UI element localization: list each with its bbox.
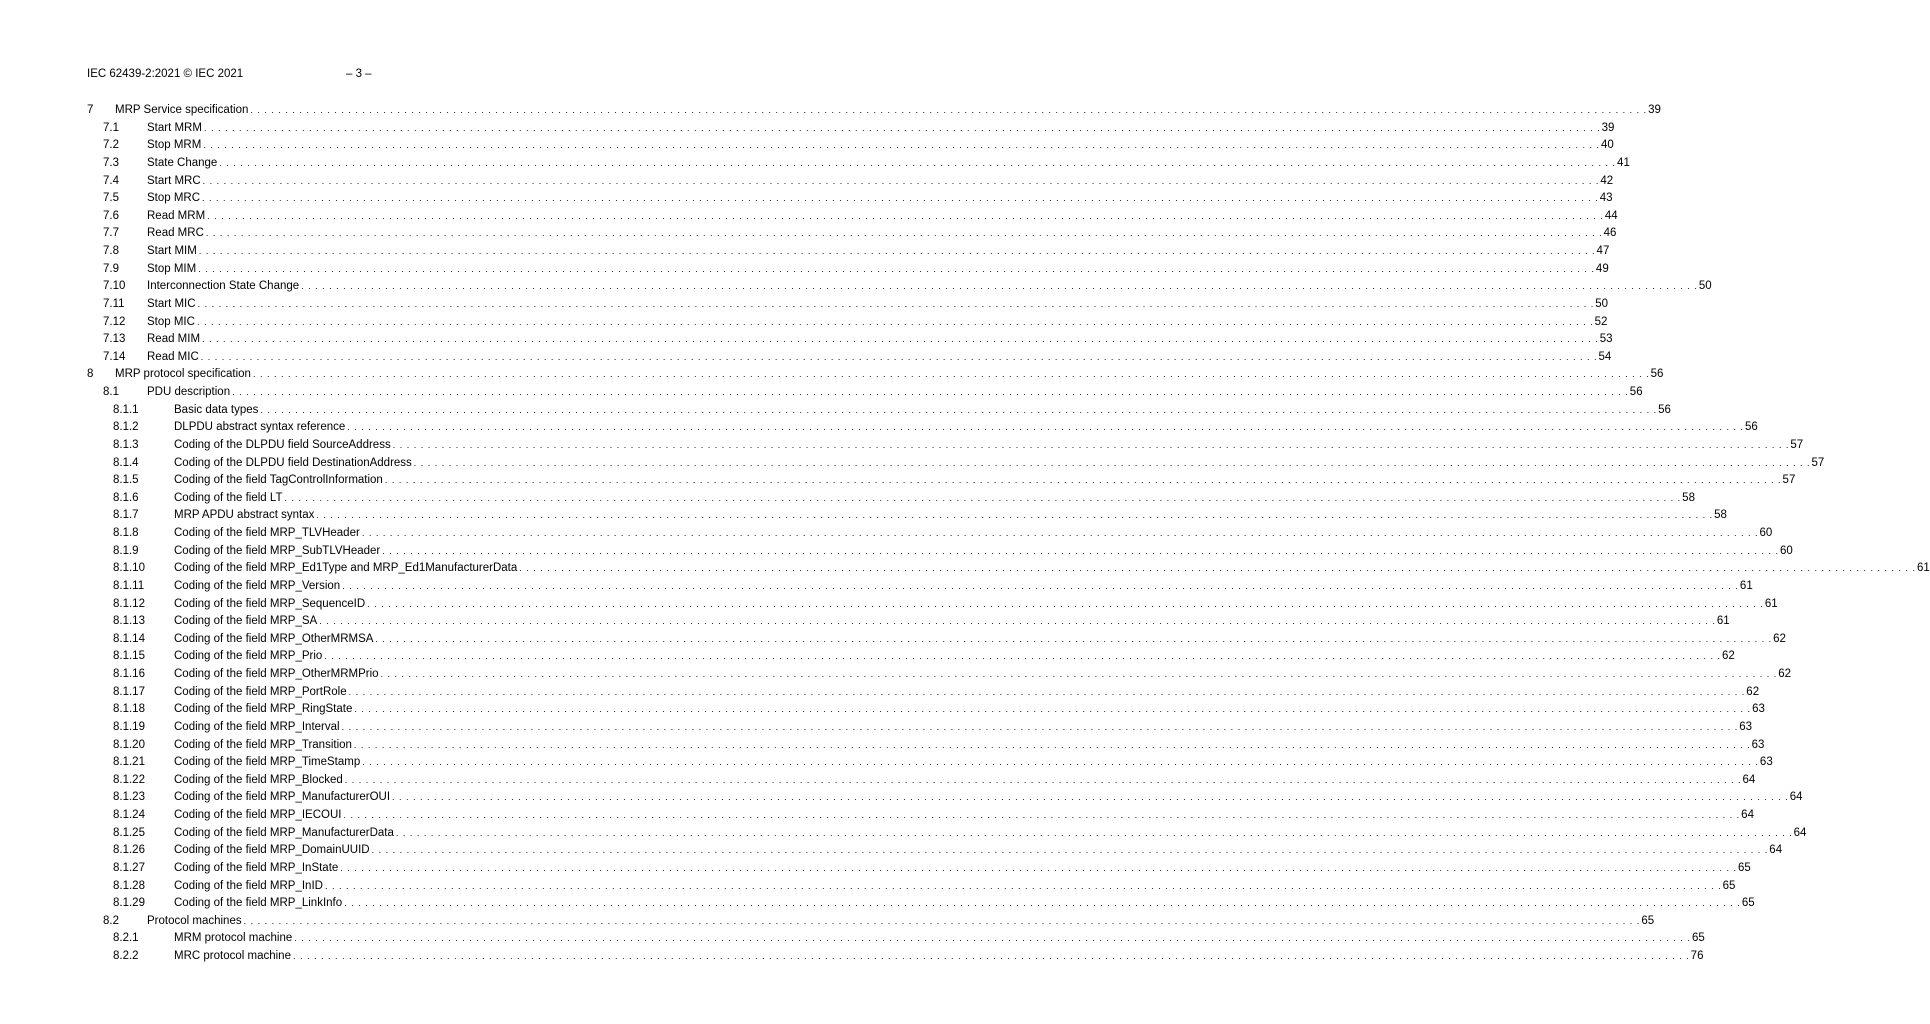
toc-entry[interactable] [87, 314, 1608, 332]
toc-entry-number: 7.6 [103, 209, 119, 222]
dot-leader: . . . . . . . . . . . . . . . . . . . . . . . . . . . . . . . . . . . . . . . . . . . . . . . . . . . . . . . . . . . . . . . . . . . . . . . . . . . . . . . . . . . . . . . . . . . . . . . . . . . . . . . . . . . . . . . . . . . . . . . . . . . . . . . . . . . . . . . . . . . . . . . . . . . . . . . . . . . . . . . . . . . . . . . . . . . . . . . . . . . . . . . . . . . . . . . . . . . . . . . . [301, 281, 1698, 292]
toc-entry[interactable] [87, 666, 1792, 684]
toc-entry-title: Interconnection State Change [147, 278, 301, 296]
toc-entry-number: 8.1.3 [113, 438, 139, 451]
toc-entry-page: 65 [1640, 913, 1654, 931]
dot-leader: . . . . . . . . . . . . . . . . . . . . . . . . . . . . . . . . . . . . . . . . . . . . . . . . . . . . . . . . . . . . . . . . . . . . . . . . . . . . . . . . . . . . . . . . . . . . . . . . . . . . . . . . . . . . . . . . . . . . . . . . . . . . . . . . . . . . . . . . . . . . . . . . . . . . . . . . . . . . . . . . . . . . . . . . . . . . . . . . . . . . . . . . . . . . . . . . . . . . . . . . [340, 862, 1737, 873]
toc-entry-body [174, 543, 1793, 561]
toc-entry-number: 8.1.18 [113, 703, 145, 716]
toc-entry-page: 42 [1599, 173, 1613, 191]
toc-entry-page: 46 [1603, 225, 1617, 243]
toc-entry-page: 49 [1595, 261, 1609, 279]
toc-entry[interactable] [87, 525, 1773, 543]
toc-entry-page: 63 [1759, 754, 1773, 772]
toc-entry-number: 8.1.8 [113, 527, 139, 539]
dot-leader: . . . . . . . . . . . . . . . . . . . . . . . . . . . . . . . . . . . . . . . . . . . . . . . . . . . . . . . . . . . . . . . . . . . . . . . . . . . . . . . . . . . . . . . . . . . . . . . . . . . . . . . . . . . . . . . . . . . . . . . . . . . . . . . . . . . . . . . . . . . . . . . . . . . . . . . . . . . . . . . . . . . . . . . . . . . . . . . . . . . . . . . . . . . . . . . . . . . . . . . . [392, 439, 1790, 450]
dot-leader: . . . . . . . . . . . . . . . . . . . . . . . . . . . . . . . . . . . . . . . . . . . . . . . . . . . . . . . . . . . . . . . . . . . . . . . . . . . . . . . . . . . . . . . . . . . . . . . . . . . . . . . . . . . . . . . . . . . . . . . . . . . . . . . . . . . . . . . . . . . . . . . . . . . . . . . . . . . . . . . . . . . . . . . . . . . . . . . . . . . . . . . . . . . . . . . . . . . . . . . . [196, 316, 1594, 327]
toc-entry-title: Coding of the field MRP_ManufacturerOUI [174, 789, 392, 807]
toc-entry-page: 52 [1594, 314, 1608, 332]
toc-entry-body [147, 173, 1614, 191]
dot-leader: . . . . . . . . . . . . . . . . . . . . . . . . . . . . . . . . . . . . . . . . . . . . . . . . . . . . . . . . . . . . . . . . . . . . . . . . . . . . . . . . . . . . . . . . . . . . . . . . . . . . . . . . . . . . . . . . . . . . . . . . . . . . . . . . . . . . . . . . . . . . . . . . . . . . . . . . . . . . . . . . . . . . . . . . . . . . . . . . . . . . . . . . . . . . . . . . . . . . . . . . [342, 580, 1739, 591]
toc-entry-page: 54 [1597, 349, 1611, 367]
dot-leader: . . . . . . . . . . . . . . . . . . . . . . . . . . . . . . . . . . . . . . . . . . . . . . . . . . . . . . . . . . . . . . . . . . . . . . . . . . . . . . . . . . . . . . . . . . . . . . . . . . . . . . . . . . . . . . . . . . . . . . . . . . . . . . . . . . . . . . . . . . . . . . . . . . . . . . . . . . . . . . . . . . . . . . . . . . . . . . . . . . . . . . . . . . . . . . . . . . . . . . . . [384, 475, 1782, 486]
dot-leader: . . . . . . . . . . . . . . . . . . . . . . . . . . . . . . . . . . . . . . . . . . . . . . . . . . . . . . . . . . . . . . . . . . . . . . . . . . . . . . . . . . . . . . . . . . . . . . . . . . . . . . . . . . . . . . . . . . . . . . . . . . . . . . . . . . . . . . . . . . . . . . . . . . . . . . . . . . . . . . . . . . . . . . . . . . . . . . . . . . . . . . . . . . . . . . . . . . . . . . . . [243, 915, 1641, 926]
toc-entry-title: Coding of the field MRP_RingState [174, 701, 354, 719]
toc-entry-number: 8.1.21 [113, 756, 145, 769]
dot-leader: . . . . . . . . . . . . . . . . . . . . . . . . . . . . . . . . . . . . . . . . . . . . . . . . . . . . . . . . . . . . . . . . . . . . . . . . . . . . . . . . . . . . . . . . . . . . . . . . . . . . . . . . . . . . . . . . . . . . . . . . . . . . . . . . . . . . . . . . . . . . . . . . . . . . . . . . . . . . . . . . . . . . . . . . . . . . . . . . . . . . . . . . . . . . . . . . . . . . . . . . [197, 298, 1595, 309]
toc-entry-page: 41 [1616, 155, 1630, 173]
toc-entry[interactable] [87, 613, 1730, 631]
toc-entry-title: Coding of the field MRP_OtherMRMSA [174, 631, 375, 649]
toc-entry-page: 62 [1721, 648, 1735, 666]
toc-entry-page: 57 [1789, 437, 1803, 455]
toc-entry-title: Coding of the field MRP_Version [174, 578, 342, 596]
table-of-contents [87, 102, 1930, 966]
toc-entry[interactable] [87, 384, 1643, 402]
toc-entry-title: PDU description [147, 384, 232, 402]
toc-entry-page: 65 [1691, 930, 1705, 948]
toc-entry-page: 65 [1741, 895, 1755, 913]
dot-leader: . . . . . . . . . . . . . . . . . . . . . . . . . . . . . . . . . . . . . . . . . . . . . . . . . . . . . . . . . . . . . . . . . . . . . . . . . . . . . . . . . . . . . . . . . . . . . . . . . . . . . . . . . . . . . . . . . . . . . . . . . . . . . . . . . . . . . . . . . . . . . . . . . . . . . . . . . . . . . . . . . . . . . . . . . . . . . . . . . . . . . . . . . . . . . . . . . . . . . . . . [343, 810, 1741, 820]
toc-entry[interactable] [87, 948, 1704, 966]
toc-entry-body [147, 349, 1612, 367]
toc-entry-page: 63 [1738, 719, 1752, 737]
toc-entry-number: 8.1.24 [113, 809, 145, 821]
toc-entry[interactable] [87, 120, 1615, 138]
toc-entry-page: 64 [1793, 825, 1807, 843]
toc-entry-number: 8.1.1 [113, 403, 139, 416]
toc-entry-body [174, 560, 1930, 578]
toc-entry[interactable] [87, 261, 1609, 279]
toc-entry[interactable] [87, 842, 1783, 860]
toc-entry[interactable] [87, 419, 1758, 437]
toc-entry[interactable] [87, 578, 1753, 596]
document-reference: IEC 62439-2:2021 © IEC 2021 [87, 68, 244, 80]
toc-entry[interactable] [87, 825, 1807, 843]
toc-entry[interactable] [87, 155, 1630, 173]
toc-entry-title: MRP Service specification [115, 102, 250, 120]
toc-entry-body [174, 402, 1671, 420]
toc-entry-title: Stop MIM [147, 261, 198, 279]
toc-entry-title: Coding of the field TagControlInformation [174, 472, 385, 490]
toc-entry-body [147, 225, 1617, 243]
dot-leader: . . . . . . . . . . . . . . . . . . . . . . . . . . . . . . . . . . . . . . . . . . . . . . . . . . . . . . . . . . . . . . . . . . . . . . . . . . . . . . . . . . . . . . . . . . . . . . . . . . . . . . . . . . . . . . . . . . . . . . . . . . . . . . . . . . . . . . . . . . . . . . . . . . . . . . . . . . . . . . . . . . . . . . . . . . . . . . . . . . . . . . . . . . . . . . . . . . . . . . . . [250, 105, 1648, 115]
toc-entry-title: Stop MIC [147, 314, 197, 332]
toc-entry-number: 7.4 [103, 174, 119, 187]
toc-entry-page: 56 [1650, 366, 1664, 384]
toc-entry[interactable] [87, 173, 1614, 191]
dot-leader: . . . . . . . . . . . . . . . . . . . . . . . . . . . . . . . . . . . . . . . . . . . . . . . . . . . . . . . . . . . . . . . . . . . . . . . . . . . . . . . . . . . . . . . . . . . . . . . . . . . . . . . . . . . . . . . . . . . . . . . . . . . . . . . . . . . . . . . . . . . . . . . . . . . . . . . . . . . . . . . . . . . . . . . . . . . . . . . . . . . . . . . . . . . . . . . . . . . . . . . . [294, 933, 1691, 944]
toc-entry-number: 8.1.15 [113, 650, 145, 663]
dot-leader: . . . . . . . . . . . . . . . . . . . . . . . . . . . . . . . . . . . . . . . . . . . . . . . . . . . . . . . . . . . . . . . . . . . . . . . . . . . . . . . . . . . . . . . . . . . . . . . . . . . . . . . . . . . . . . . . . . . . . . . . . . . . . . . . . . . . . . . . . . . . . . . . . . . . . . . . . . . . . . . . . . . . . . . . . . . . . . . . . . . . . . . . . . . . . . . . . . . . . . . . [198, 246, 1596, 256]
toc-entry-body [174, 596, 1778, 614]
toc-entry-number: 7.9 [103, 262, 119, 275]
toc-entry-body [174, 789, 1803, 807]
toc-entry[interactable] [87, 560, 1930, 578]
toc-entry-body [174, 930, 1705, 948]
toc-entry-title: Coding of the field MRP_ManufacturerData [174, 825, 396, 843]
toc-entry-number: 8.1 [103, 386, 119, 398]
dot-leader: . . . . . . . . . . . . . . . . . . . . . . . . . . . . . . . . . . . . . . . . . . . . . . . . . . . . . . . . . . . . . . . . . . . . . . . . . . . . . . . . . . . . . . . . . . . . . . . . . . . . . . . . . . . . . . . . . . . . . . . . . . . . . . . . . . . . . . . . . . . . . . . . . . . . . . . . . . . . . . . . . . . . . . . . . . . . . . . . . . . . . . . . . . . . . . . . . . . . . . . . [353, 739, 1751, 750]
dot-leader: . . . . . . . . . . . . . . . . . . . . . . . . . . . . . . . . . . . . . . . . . . . . . . . . . . . . . . . . . . . . . . . . . . . . . . . . . . . . . . . . . . . . . . . . . . . . . . . . . . . . . . . . . . . . . . . . . . . . . . . . . . . . . . . . . . . . . . . . . . . . . . . . . . . . . . . . . . . . . . . . . . . . . . . . . . . . . . . . . . . . . . . . . . . . . . . . . . . . . . . . [371, 845, 1769, 856]
toc-entry-title: Coding of the field MRP_DomainUUID [174, 842, 372, 860]
toc-entry-page: 56 [1657, 402, 1671, 420]
toc-entry-body [147, 314, 1608, 332]
toc-entry-number: 7.8 [103, 245, 119, 257]
toc-entry-body [147, 243, 1610, 261]
toc-entry-body [174, 895, 1755, 913]
toc-entry[interactable] [87, 648, 1735, 666]
toc-entry-number: 8.1.10 [113, 562, 145, 575]
toc-entry-title: Coding of the field MRP_Ed1Type and MRP_Ed1ManufacturerData [174, 560, 519, 578]
toc-entry-body [174, 419, 1758, 437]
toc-entry-body [174, 455, 1825, 473]
toc-entry[interactable] [87, 472, 1796, 490]
dot-leader: . . . . . . . . . . . . . . . . . . . . . . . . . . . . . . . . . . . . . . . . . . . . . . . . . . . . . . . . . . . . . . . . . . . . . . . . . . . . . . . . . . . . . . . . . . . . . . . . . . . . . . . . . . . . . . . . . . . . . . . . . . . . . . . . . . . . . . . . . . . . . . . . . . . . . . . . . . . . . . . . . . . . . . . . . . . . . . . . . . . . . . . . . . . . . . . . . . . . . . . . [232, 387, 1629, 397]
toc-entry-page: 63 [1751, 701, 1765, 719]
toc-entry-page: 76 [1690, 948, 1704, 966]
toc-entry-title: Coding of the field MRP_Transition [174, 737, 354, 755]
dot-leader: . . . . . . . . . . . . . . . . . . . . . . . . . . . . . . . . . . . . . . . . . . . . . . . . . . . . . . . . . . . . . . . . . . . . . . . . . . . . . . . . . . . . . . . . . . . . . . . . . . . . . . . . . . . . . . . . . . . . . . . . . . . . . . . . . . . . . . . . . . . . . . . . . . . . . . . . . . . . . . . . . . . . . . . . . . . . . . . . . . . . . . . . . . . . . . . . . . . . . . . . [413, 457, 1811, 468]
dot-leader: . . . . . . . . . . . . . . . . . . . . . . . . . . . . . . . . . . . . . . . . . . . . . . . . . . . . . . . . . . . . . . . . . . . . . . . . . . . . . . . . . . . . . . . . . . . . . . . . . . . . . . . . . . . . . . . . . . . . . . . . . . . . . . . . . . . . . . . . . . . . . . . . . . . . . . . . . . . . . . . . . . . . . . . . . . . . . . . . . . . . . . . . . . . . . . . . . . . . . . . . [361, 528, 1759, 538]
toc-entry-title: Coding of the field MRP_InState [174, 860, 340, 878]
toc-entry-title: DLPDU abstract syntax reference [174, 419, 347, 437]
toc-entry[interactable] [87, 878, 1736, 896]
toc-entry-body [174, 490, 1695, 508]
dot-leader: . . . . . . . . . . . . . . . . . . . . . . . . . . . . . . . . . . . . . . . . . . . . . . . . . . . . . . . . . . . . . . . . . . . . . . . . . . . . . . . . . . . . . . . . . . . . . . . . . . . . . . . . . . . . . . . . . . . . . . . . . . . . . . . . . . . . . . . . . . . . . . . . . . . . . . . . . . . . . . . . . . . . . . . . . . . . . . . . . . . . . . . . . . . . . . . . . . . . . . . . [344, 774, 1742, 785]
toc-entry-body [147, 331, 1613, 349]
toc-entry-title: Read MIC [147, 349, 201, 367]
toc-entry-title: MRC protocol machine [174, 948, 293, 966]
toc-entry-title: MRM protocol machine [174, 930, 294, 948]
toc-entry-number: 8.1.16 [113, 668, 145, 680]
dot-leader: . . . . . . . . . . . . . . . . . . . . . . . . . . . . . . . . . . . . . . . . . . . . . . . . . . . . . . . . . . . . . . . . . . . . . . . . . . . . . . . . . . . . . . . . . . . . . . . . . . . . . . . . . . . . . . . . . . . . . . . . . . . . . . . . . . . . . . . . . . . . . . . . . . . . . . . . . . . . . . . . . . . . . . . . . . . . . . . . . . . . . . . . . . . . . . . . . . . . . . . . [395, 827, 1793, 838]
toc-entry-page: 57 [1782, 472, 1796, 490]
toc-entry-number: 8.1.14 [113, 632, 145, 645]
dot-leader: . . . . . . . . . . . . . . . . . . . . . . . . . . . . . . . . . . . . . . . . . . . . . . . . . . . . . . . . . . . . . . . . . . . . . . . . . . . . . . . . . . . . . . . . . . . . . . . . . . . . . . . . . . . . . . . . . . . . . . . . . . . . . . . . . . . . . . . . . . . . . . . . . . . . . . . . . . . . . . . . . . . . . . . . . . . . . . . . . . . . . . . . . . . . . . . . . . . . . . . . [319, 616, 1716, 627]
toc-entry-body [174, 860, 1751, 878]
toc-entry[interactable] [87, 455, 1825, 473]
toc-entry-title: Start MIM [147, 243, 199, 261]
dot-leader: . . . . . . . . . . . . . . . . . . . . . . . . . . . . . . . . . . . . . . . . . . . . . . . . . . . . . . . . . . . . . . . . . . . . . . . . . . . . . . . . . . . . . . . . . . . . . . . . . . . . . . . . . . . . . . . . . . . . . . . . . . . . . . . . . . . . . . . . . . . . . . . . . . . . . . . . . . . . . . . . . . . . . . . . . . . . . . . . . . . . . . . . . . . . . . . . . . . . . . . . [292, 951, 1690, 961]
toc-entry-body [147, 278, 1712, 296]
dot-leader: . . . . . . . . . . . . . . . . . . . . . . . . . . . . . . . . . . . . . . . . . . . . . . . . . . . . . . . . . . . . . . . . . . . . . . . . . . . . . . . . . . . . . . . . . . . . . . . . . . . . . . . . . . . . . . . . . . . . . . . . . . . . . . . . . . . . . . . . . . . . . . . . . . . . . . . . . . . . . . . . . . . . . . . . . . . . . . . . . . . . . . . . . . . . . . . . . . . . . . . . [207, 210, 1604, 221]
toc-entry-title: Start MRC [147, 173, 203, 191]
toc-entry-title: Read MRC [147, 225, 206, 243]
dot-leader: . . . . . . . . . . . . . . . . . . . . . . . . . . . . . . . . . . . . . . . . . . . . . . . . . . . . . . . . . . . . . . . . . . . . . . . . . . . . . . . . . . . . . . . . . . . . . . . . . . . . . . . . . . . . . . . . . . . . . . . . . . . . . . . . . . . . . . . . . . . . . . . . . . . . . . . . . . . . . . . . . . . . . . . . . . . . . . . . . . . . . . . . . . . . . . . . . . . . . . . . [260, 404, 1658, 415]
toc-entry[interactable] [87, 402, 1671, 420]
toc-entry-page: 57 [1811, 455, 1825, 473]
dot-leader: . . . . . . . . . . . . . . . . . . . . . . . . . . . . . . . . . . . . . . . . . . . . . . . . . . . . . . . . . . . . . . . . . . . . . . . . . . . . . . . . . . . . . . . . . . . . . . . . . . . . . . . . . . . . . . . . . . . . . . . . . . . . . . . . . . . . . . . . . . . . . . . . . . . . . . . . . . . . . . . . . . . . . . . . . . . . . . . . . . . . . . . . . . . . . . . . . . . . . . . . [324, 880, 1722, 891]
toc-entry-number: 7.14 [103, 350, 126, 363]
toc-entry-number: 7 [87, 104, 94, 116]
toc-entry-body [147, 384, 1643, 402]
toc-entry-page: 40 [1600, 137, 1614, 155]
dot-leader: . . . . . . . . . . . . . . . . . . . . . . . . . . . . . . . . . . . . . . . . . . . . . . . . . . . . . . . . . . . . . . . . . . . . . . . . . . . . . . . . . . . . . . . . . . . . . . . . . . . . . . . . . . . . . . . . . . . . . . . . . . . . . . . . . . . . . . . . . . . . . . . . . . . . . . . . . . . . . . . . . . . . . . . . . . . . . . . . . . . . . . . . . . . . . . . . . . . . . . . . [203, 122, 1601, 133]
toc-entry-page: 64 [1741, 772, 1755, 790]
toc-entry[interactable] [87, 331, 1613, 349]
toc-entry[interactable] [87, 789, 1803, 807]
toc-entry-body [174, 948, 1704, 966]
toc-entry-body [147, 913, 1655, 931]
toc-entry-title: Start MRM [147, 120, 204, 138]
toc-entry-body [147, 137, 1614, 155]
toc-entry[interactable] [87, 543, 1793, 561]
dot-leader: . . . . . . . . . . . . . . . . . . . . . . . . . . . . . . . . . . . . . . . . . . . . . . . . . . . . . . . . . . . . . . . . . . . . . . . . . . . . . . . . . . . . . . . . . . . . . . . . . . . . . . . . . . . . . . . . . . . . . . . . . . . . . . . . . . . . . . . . . . . . . . . . . . . . . . . . . . . . . . . . . . . . . . . . . . . . . . . . . . . . . . . . . . . . . . . . . . . . . . . . [200, 351, 1598, 362]
toc-entry-page: 62 [1777, 666, 1791, 684]
toc-entry-page: 61 [1764, 596, 1778, 614]
page-number: – 3 – [346, 68, 372, 80]
toc-entry-page: 62 [1745, 684, 1759, 702]
toc-entry-body [174, 684, 1760, 702]
toc-entry-number: 8.1.13 [113, 615, 145, 628]
toc-entry[interactable] [87, 296, 1609, 314]
toc-entry-body [174, 878, 1736, 896]
toc-entry-body [115, 102, 1661, 120]
toc-entry-page: 62 [1772, 631, 1786, 649]
dot-leader: . . . . . . . . . . . . . . . . . . . . . . . . . . . . . . . . . . . . . . . . . . . . . . . . . . . . . . . . . . . . . . . . . . . . . . . . . . . . . . . . . . . . . . . . . . . . . . . . . . . . . . . . . . . . . . . . . . . . . . . . . . . . . . . . . . . . . . . . . . . . . . . . . . . . . . . . . . . . . . . . . . . . . . . . . . . . . . . . . . . . . . . . . . . . . . . . . . . . . . . . [202, 193, 1599, 204]
toc-entry-number: 8 [87, 368, 94, 381]
toc-entry-body [174, 437, 1804, 455]
toc-entry[interactable] [87, 930, 1705, 948]
toc-entry-number: 7.1 [103, 121, 119, 134]
dot-leader: . . . . . . . . . . . . . . . . . . . . . . . . . . . . . . . . . . . . . . . . . . . . . . . . . . . . . . . . . . . . . . . . . . . . . . . . . . . . . . . . . . . . . . . . . . . . . . . . . . . . . . . . . . . . . . . . . . . . . . . . . . . . . . . . . . . . . . . . . . . . . . . . . . . . . . . . . . . . . . . . . . . . . . . . . . . . . . . . . . . . . . . . . . . . . . . . . . . . . . . . [341, 721, 1739, 732]
toc-entry-title: Coding of the field MRP_Prio [174, 648, 324, 666]
toc-entry-title: Coding of the field MRP_SubTLVHeader [174, 543, 382, 561]
toc-entry-number: 7.7 [103, 227, 119, 240]
toc-entry[interactable] [87, 737, 1765, 755]
toc-entry-number: 8.1.11 [113, 579, 145, 592]
toc-entry-body [174, 719, 1753, 737]
toc-entry-page: 64 [1789, 789, 1803, 807]
dot-leader: . . . . . . . . . . . . . . . . . . . . . . . . . . . . . . . . . . . . . . . . . . . . . . . . . . . . . . . . . . . . . . . . . . . . . . . . . . . . . . . . . . . . . . . . . . . . . . . . . . . . . . . . . . . . . . . . . . . . . . . . . . . . . . . . . . . . . . . . . . . . . . . . . . . . . . . . . . . . . . . . . . . . . . . . . . . . . . . . . . . . . . . . . . . . . . . . . . . . . . . . [375, 633, 1773, 644]
toc-entry-title: Coding of the field MRP_SequenceID [174, 596, 367, 614]
dot-leader: . . . . . . . . . . . . . . . . . . . . . . . . . . . . . . . . . . . . . . . . . . . . . . . . . . . . . . . . . . . . . . . . . . . . . . . . . . . . . . . . . . . . . . . . . . . . . . . . . . . . . . . . . . . . . . . . . . . . . . . . . . . . . . . . . . . . . . . . . . . . . . . . . . . . . . . . . . . . . . . . . . . . . . . . . . . . . . . . . . . . . . . . . . . . . . . . . . . . . . . . [203, 140, 1601, 151]
toc-entry-title: MRP APDU abstract syntax [174, 507, 316, 525]
toc-entry-body [147, 190, 1613, 208]
toc-entry-body [174, 613, 1730, 631]
toc-entry-number: 8.1.27 [113, 861, 145, 874]
toc-entry-number: 8.1.23 [113, 791, 145, 804]
toc-entry[interactable] [87, 366, 1664, 384]
toc-entry-number: 8.1.9 [113, 544, 139, 557]
toc-entry-body [174, 825, 1807, 843]
toc-entry-page: 65 [1737, 860, 1751, 878]
toc-entry-page: 43 [1599, 190, 1613, 208]
toc-entry-title: Read MRM [147, 208, 207, 226]
toc-entry-title: Coding of the field MRP_Blocked [174, 772, 345, 790]
toc-entry[interactable] [87, 860, 1751, 878]
dot-leader: . . . . . . . . . . . . . . . . . . . . . . . . . . . . . . . . . . . . . . . . . . . . . . . . . . . . . . . . . . . . . . . . . . . . . . . . . . . . . . . . . . . . . . . . . . . . . . . . . . . . . . . . . . . . . . . . . . . . . . . . . . . . . . . . . . . . . . . . . . . . . . . . . . . . . . . . . . . . . . . . . . . . . . . . . . . . . . . . . . . . . . . . . . . . . . . . . . . . . . . . [202, 175, 1600, 186]
toc-entry-body [147, 120, 1615, 138]
toc-entry-title: Basic data types [174, 402, 260, 420]
toc-entry-page: 63 [1751, 737, 1765, 755]
dot-leader: . . . . . . . . . . . . . . . . . . . . . . . . . . . . . . . . . . . . . . . . . . . . . . . . . . . . . . . . . . . . . . . . . . . . . . . . . . . . . . . . . . . . . . . . . . . . . . . . . . . . . . . . . . . . . . . . . . . . . . . . . . . . . . . . . . . . . . . . . . . . . . . . . . . . . . . . . . . . . . . . . . . . . . . . . . . . . . . . . . . . . . . . . . . . . . . . . . . . . . . . [324, 651, 1722, 662]
dot-leader: . . . . . . . . . . . . . . . . . . . . . . . . . . . . . . . . . . . . . . . . . . . . . . . . . . . . . . . . . . . . . . . . . . . . . . . . . . . . . . . . . . . . . . . . . . . . . . . . . . . . . . . . . . . . . . . . . . . . . . . . . . . . . . . . . . . . . . . . . . . . . . . . . . . . . . . . . . . . . . . . . . . . . . . . . . . . . . . . . . . . . . . . . . . . . . . . . . . . . . . . [316, 510, 1714, 521]
toc-entry-title: Coding of the field MRP_InID [174, 878, 325, 896]
toc-entry-body [174, 754, 1773, 772]
toc-entry-title: Start MIC [147, 296, 198, 314]
dot-leader: . . . . . . . . . . . . . . . . . . . . . . . . . . . . . . . . . . . . . . . . . . . . . . . . . . . . . . . . . . . . . . . . . . . . . . . . . . . . . . . . . . . . . . . . . . . . . . . . . . . . . . . . . . . . . . . . . . . . . . . . . . . . . . . . . . . . . . . . . . . . . . . . . . . . . . . . . . . . . . . . . . . . . . . . . . . . . . . . . . . . . . . . . . . . . . . . . . . . . . . . [380, 669, 1778, 679]
toc-entry-page: 50 [1594, 296, 1608, 314]
toc-entry-body [147, 296, 1609, 314]
toc-entry-body [115, 366, 1664, 384]
toc-entry-body [147, 261, 1609, 279]
toc-entry-body [174, 807, 1754, 825]
toc-entry[interactable] [87, 243, 1610, 261]
page-header [87, 68, 647, 82]
toc-entry-number: 8.1.7 [113, 509, 139, 522]
toc-entry-page: 58 [1713, 507, 1727, 525]
toc-entry-page: 61 [1716, 613, 1730, 631]
toc-entry-title: Coding of the DLPDU field DestinationAddress [174, 455, 414, 473]
toc-entry-title: MRP protocol specification [115, 366, 253, 384]
toc-entry-number: 8.1.29 [113, 897, 145, 910]
toc-entry-body [174, 666, 1792, 684]
toc-entry[interactable] [87, 349, 1612, 367]
dot-leader: . . . . . . . . . . . . . . . . . . . . . . . . . . . . . . . . . . . . . . . . . . . . . . . . . . . . . . . . . . . . . . . . . . . . . . . . . . . . . . . . . . . . . . . . . . . . . . . . . . . . . . . . . . . . . . . . . . . . . . . . . . . . . . . . . . . . . . . . . . . . . . . . . . . . . . . . . . . . . . . . . . . . . . . . . . . . . . . . . . . . . . . . . . . . . . . . . . . . . . . . [347, 422, 1744, 433]
toc-entry-page: 65 [1722, 878, 1736, 896]
toc-entry-page: 47 [1596, 243, 1610, 261]
toc-entry-body [174, 842, 1783, 860]
toc-entry-number: 8.2.2 [113, 950, 139, 962]
toc-entry-number: 7.11 [103, 297, 125, 310]
toc-entry-title: Coding of the DLPDU field SourceAddress [174, 437, 393, 455]
toc-entry-title: Coding of the field MRP_LinkInfo [174, 895, 344, 913]
toc-entry-title: Read MIM [147, 331, 202, 349]
toc-entry-page: 56 [1744, 419, 1758, 437]
toc-entry[interactable] [87, 772, 1756, 790]
toc-entry-page: 53 [1599, 331, 1613, 349]
toc-entry[interactable] [87, 754, 1773, 772]
toc-entry-number: 7.10 [103, 280, 126, 293]
toc-entry-page: 50 [1698, 278, 1712, 296]
toc-entry-title: Coding of the field MRP_IECOUI [174, 807, 343, 825]
toc-entry-number: 7.13 [103, 333, 126, 346]
toc-entry-body [147, 208, 1618, 226]
toc-entry-number: 7.5 [103, 192, 119, 205]
toc-entry-title: Coding of the field MRP_OtherMRMPrio [174, 666, 381, 684]
toc-entry[interactable] [87, 225, 1617, 243]
toc-entry-title: Coding of the field MRP_PortRole [174, 684, 349, 702]
toc-entry-body [174, 631, 1786, 649]
toc-entry[interactable] [87, 437, 1804, 455]
toc-entry-page: 64 [1768, 842, 1782, 860]
toc-entry-page: 60 [1759, 525, 1773, 543]
dot-leader: . . . . . . . . . . . . . . . . . . . . . . . . . . . . . . . . . . . . . . . . . . . . . . . . . . . . . . . . . . . . . . . . . . . . . . . . . . . . . . . . . . . . . . . . . . . . . . . . . . . . . . . . . . . . . . . . . . . . . . . . . . . . . . . . . . . . . . . . . . . . . . . . . . . . . . . . . . . . . . . . . . . . . . . . . . . . . . . . . . . . . . . . . . . . . . . . . . . . . . . . [284, 492, 1682, 503]
dot-leader: . . . . . . . . . . . . . . . . . . . . . . . . . . . . . . . . . . . . . . . . . . . . . . . . . . . . . . . . . . . . . . . . . . . . . . . . . . . . . . . . . . . . . . . . . . . . . . . . . . . . . . . . . . . . . . . . . . . . . . . . . . . . . . . . . . . . . . . . . . . . . . . . . . . . . . . . . . . . . . . . . . . . . . . . . . . . . . . . . . . . . . . . . . . . . . . . . . . . . . . . [348, 686, 1746, 697]
toc-entry[interactable] [87, 208, 1618, 226]
toc-entry-number: 8.1.4 [113, 456, 139, 469]
dot-leader: . . . . . . . . . . . . . . . . . . . . . . . . . . . . . . . . . . . . . . . . . . . . . . . . . . . . . . . . . . . . . . . . . . . . . . . . . . . . . . . . . . . . . . . . . . . . . . . . . . . . . . . . . . . . . . . . . . . . . . . . . . . . . . . . . . . . . . . . . . . . . . . . . . . . . . . . . . . . . . . . . . . . . . . . . . . . . . . . . . . . . . . . . . . . . . . . . . . . . . . . [367, 598, 1764, 609]
toc-entry[interactable] [87, 895, 1755, 913]
dot-leader: . . . . . . . . . . . . . . . . . . . . . . . . . . . . . . . . . . . . . . . . . . . . . . . . . . . . . . . . . . . . . . . . . . . . . . . . . . . . . . . . . . . . . . . . . . . . . . . . . . . . . . . . . . . . . . . . . . . . . . . . . . . . . . . . . . . . . . . . . . . . . . . . . . . . . . . . . . . . . . . . . . . . . . . . . . . . . . . . . . . . . . . . . . . . . . . . . . . . . . . . [519, 563, 1916, 574]
toc-entry[interactable] [87, 631, 1786, 649]
dot-leader: . . . . . . . . . . . . . . . . . . . . . . . . . . . . . . . . . . . . . . . . . . . . . . . . . . . . . . . . . . . . . . . . . . . . . . . . . . . . . . . . . . . . . . . . . . . . . . . . . . . . . . . . . . . . . . . . . . . . . . . . . . . . . . . . . . . . . . . . . . . . . . . . . . . . . . . . . . . . . . . . . . . . . . . . . . . . . . . . . . . . . . . . . . . . . . . . . . . . . . . . [219, 157, 1617, 168]
toc-entry-title: Coding of the field MRP_TimeStamp [174, 754, 362, 772]
dot-leader: . . . . . . . . . . . . . . . . . . . . . . . . . . . . . . . . . . . . . . . . . . . . . . . . . . . . . . . . . . . . . . . . . . . . . . . . . . . . . . . . . . . . . . . . . . . . . . . . . . . . . . . . . . . . . . . . . . . . . . . . . . . . . . . . . . . . . . . . . . . . . . . . . . . . . . . . . . . . . . . . . . . . . . . . . . . . . . . . . . . . . . . . . . . . . . . . . . . . . . . . [198, 263, 1595, 274]
toc-entry-page: 61 [1916, 560, 1930, 578]
toc-entry-title: Coding of the field LT [174, 490, 284, 508]
toc-entry-page: 61 [1739, 578, 1753, 596]
toc-entry[interactable] [87, 102, 1661, 120]
toc-entry-title: State Change [147, 155, 219, 173]
toc-entry-page: 39 [1601, 120, 1615, 138]
toc-entry[interactable] [87, 684, 1760, 702]
toc-entry[interactable] [87, 913, 1655, 931]
toc-entry-number: 8.1.5 [113, 474, 139, 487]
toc-entry-page: 64 [1740, 807, 1754, 825]
toc-entry-body [147, 155, 1630, 173]
toc-entry-body [174, 772, 1756, 790]
toc-entry-title: Coding of the field MRP_TLVHeader [174, 525, 362, 543]
dot-leader: . . . . . . . . . . . . . . . . . . . . . . . . . . . . . . . . . . . . . . . . . . . . . . . . . . . . . . . . . . . . . . . . . . . . . . . . . . . . . . . . . . . . . . . . . . . . . . . . . . . . . . . . . . . . . . . . . . . . . . . . . . . . . . . . . . . . . . . . . . . . . . . . . . . . . . . . . . . . . . . . . . . . . . . . . . . . . . . . . . . . . . . . . . . . . . . . . . . . . . . . [344, 898, 1741, 909]
toc-entry-number: 8.1.22 [113, 773, 145, 786]
toc-entry-number: 8.1.2 [113, 421, 139, 434]
toc-entry[interactable] [87, 701, 1765, 719]
toc-entry-number: 8.1.28 [113, 879, 145, 892]
toc-entry-number: 8.2.1 [113, 932, 139, 945]
toc-entry-number: 7.12 [103, 315, 126, 328]
toc-entry-number: 8.1.26 [113, 844, 145, 857]
toc-entry-title: Stop MRC [147, 190, 202, 208]
toc-entry-page: 39 [1647, 102, 1661, 120]
toc-entry-page: 44 [1604, 208, 1618, 226]
toc-entry-title: Coding of the field MRP_Interval [174, 719, 342, 737]
toc-entry-number: 8.1.17 [113, 685, 145, 698]
toc-entry-body [174, 701, 1765, 719]
toc-entry-number: 8.1.12 [113, 597, 145, 610]
toc-entry-title: Protocol machines [147, 913, 244, 931]
toc-entry-page: 58 [1681, 490, 1695, 508]
toc-entry-title: Stop MRM [147, 137, 203, 155]
toc-entry[interactable] [87, 190, 1613, 208]
toc-entry-page: 60 [1779, 543, 1793, 561]
toc-entry-number: 8.1.25 [113, 826, 145, 839]
toc-entry[interactable] [87, 807, 1754, 825]
dot-leader: . . . . . . . . . . . . . . . . . . . . . . . . . . . . . . . . . . . . . . . . . . . . . . . . . . . . . . . . . . . . . . . . . . . . . . . . . . . . . . . . . . . . . . . . . . . . . . . . . . . . . . . . . . . . . . . . . . . . . . . . . . . . . . . . . . . . . . . . . . . . . . . . . . . . . . . . . . . . . . . . . . . . . . . . . . . . . . . . . . . . . . . . . . . . . . . . . . . . . . . . [252, 369, 1650, 380]
dot-leader: . . . . . . . . . . . . . . . . . . . . . . . . . . . . . . . . . . . . . . . . . . . . . . . . . . . . . . . . . . . . . . . . . . . . . . . . . . . . . . . . . . . . . . . . . . . . . . . . . . . . . . . . . . . . . . . . . . . . . . . . . . . . . . . . . . . . . . . . . . . . . . . . . . . . . . . . . . . . . . . . . . . . . . . . . . . . . . . . . . . . . . . . . . . . . . . . . . . . . . . . [362, 757, 1759, 768]
toc-entry-number: 7.3 [103, 156, 119, 169]
dot-leader: . . . . . . . . . . . . . . . . . . . . . . . . . . . . . . . . . . . . . . . . . . . . . . . . . . . . . . . . . . . . . . . . . . . . . . . . . . . . . . . . . . . . . . . . . . . . . . . . . . . . . . . . . . . . . . . . . . . . . . . . . . . . . . . . . . . . . . . . . . . . . . . . . . . . . . . . . . . . . . . . . . . . . . . . . . . . . . . . . . . . . . . . . . . . . . . . . . . . . . . . [205, 228, 1603, 239]
toc-entry-number: 8.2 [103, 914, 119, 927]
toc-entry[interactable] [87, 278, 1712, 296]
toc-entry-body [174, 578, 1753, 596]
toc-entry-page: 56 [1629, 384, 1643, 402]
dot-leader: . . . . . . . . . . . . . . . . . . . . . . . . . . . . . . . . . . . . . . . . . . . . . . . . . . . . . . . . . . . . . . . . . . . . . . . . . . . . . . . . . . . . . . . . . . . . . . . . . . . . . . . . . . . . . . . . . . . . . . . . . . . . . . . . . . . . . . . . . . . . . . . . . . . . . . . . . . . . . . . . . . . . . . . . . . . . . . . . . . . . . . . . . . . . . . . . . . . . . . . . [354, 704, 1752, 715]
toc-entry[interactable] [87, 719, 1753, 737]
toc-entry-body [174, 648, 1735, 666]
toc-entry[interactable] [87, 596, 1778, 614]
toc-entry-number: 8.1.19 [113, 720, 145, 733]
toc-entry-number: 7.2 [103, 139, 119, 152]
toc-entry[interactable] [87, 507, 1727, 525]
toc-entry-title: Coding of the field MRP_SA [174, 613, 319, 631]
dot-leader: . . . . . . . . . . . . . . . . . . . . . . . . . . . . . . . . . . . . . . . . . . . . . . . . . . . . . . . . . . . . . . . . . . . . . . . . . . . . . . . . . . . . . . . . . . . . . . . . . . . . . . . . . . . . . . . . . . . . . . . . . . . . . . . . . . . . . . . . . . . . . . . . . . . . . . . . . . . . . . . . . . . . . . . . . . . . . . . . . . . . . . . . . . . . . . . . . . . . . . . . [202, 334, 1599, 345]
toc-entry[interactable] [87, 137, 1614, 155]
toc-entry-number: 8.1.20 [113, 738, 145, 751]
toc-entry-number: 8.1.6 [113, 491, 139, 504]
toc-entry-body [174, 525, 1773, 543]
toc-entry[interactable] [87, 490, 1695, 508]
dot-leader: . . . . . . . . . . . . . . . . . . . . . . . . . . . . . . . . . . . . . . . . . . . . . . . . . . . . . . . . . . . . . . . . . . . . . . . . . . . . . . . . . . . . . . . . . . . . . . . . . . . . . . . . . . . . . . . . . . . . . . . . . . . . . . . . . . . . . . . . . . . . . . . . . . . . . . . . . . . . . . . . . . . . . . . . . . . . . . . . . . . . . . . . . . . . . . . . . . . . . . . . [382, 545, 1779, 556]
dot-leader: . . . . . . . . . . . . . . . . . . . . . . . . . . . . . . . . . . . . . . . . . . . . . . . . . . . . . . . . . . . . . . . . . . . . . . . . . . . . . . . . . . . . . . . . . . . . . . . . . . . . . . . . . . . . . . . . . . . . . . . . . . . . . . . . . . . . . . . . . . . . . . . . . . . . . . . . . . . . . . . . . . . . . . . . . . . . . . . . . . . . . . . . . . . . . . . . . . . . . . . . [392, 792, 1789, 803]
toc-entry-body [174, 472, 1796, 490]
toc-entry-body [174, 507, 1727, 525]
toc-entry-body [174, 737, 1765, 755]
